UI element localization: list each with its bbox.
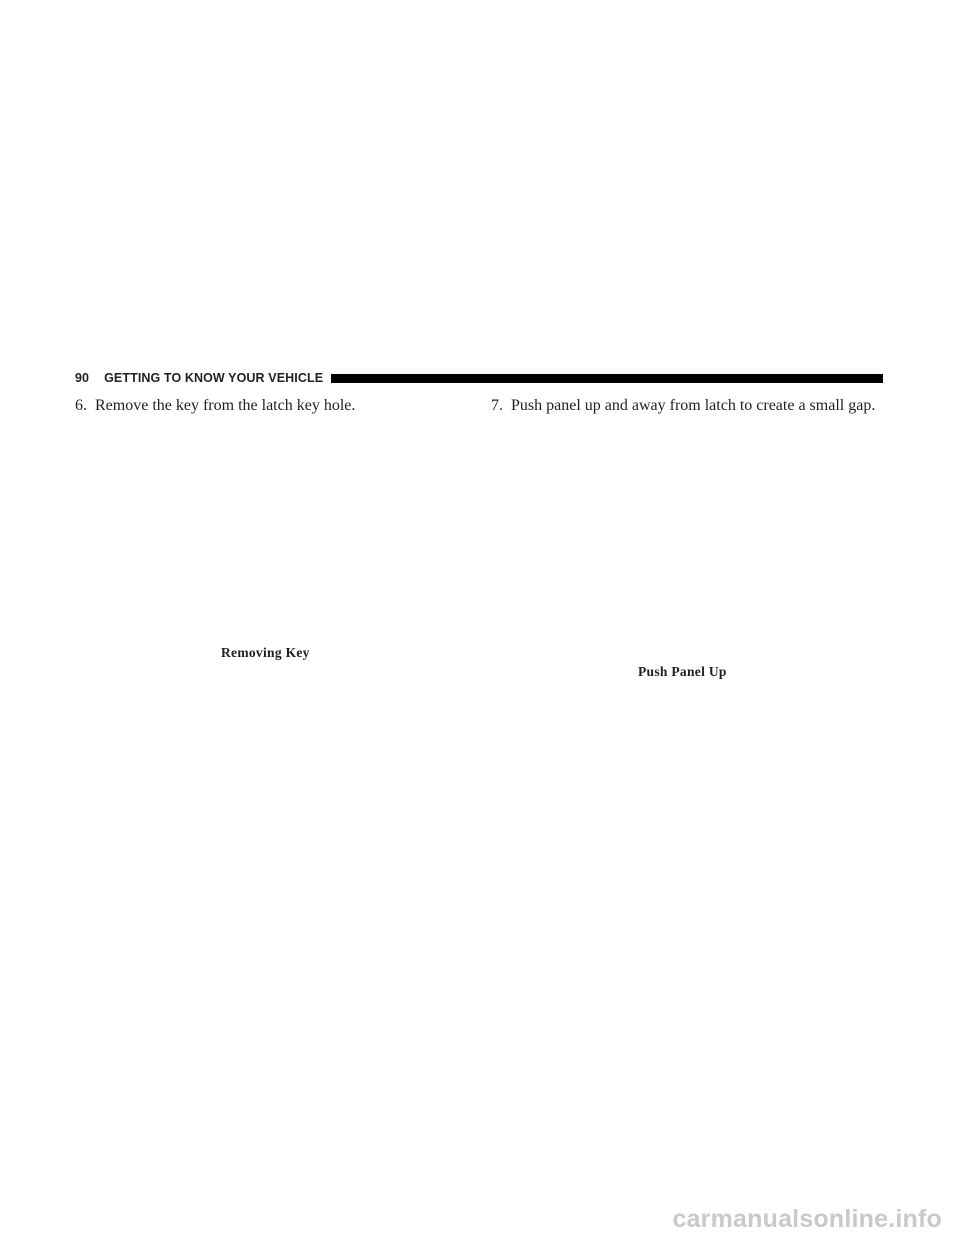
header-rule (331, 374, 883, 383)
figure-caption-removing-key: Removing Key (221, 645, 310, 660)
step-7 (491, 396, 883, 416)
step-number: 7. (491, 397, 503, 414)
step-6 (75, 396, 455, 416)
step-text: Push panel up and away from latch to create a small gap. (511, 397, 876, 414)
figure-caption-push-panel-up: Push Panel Up (638, 664, 727, 679)
section-title: GETTING TO KNOW YOUR VEHICLE (104, 371, 324, 385)
right-column (491, 396, 883, 416)
step-text: Remove the key from the latch key hole. (95, 397, 356, 414)
watermark: carmanualsonline.info (672, 1205, 942, 1233)
removing-key-figure (75, 440, 455, 640)
push-panel-up-figure (491, 460, 883, 660)
page-number: 90 (75, 371, 90, 385)
left-column (75, 396, 455, 416)
step-number: 6. (75, 397, 87, 414)
page-header (75, 370, 883, 386)
